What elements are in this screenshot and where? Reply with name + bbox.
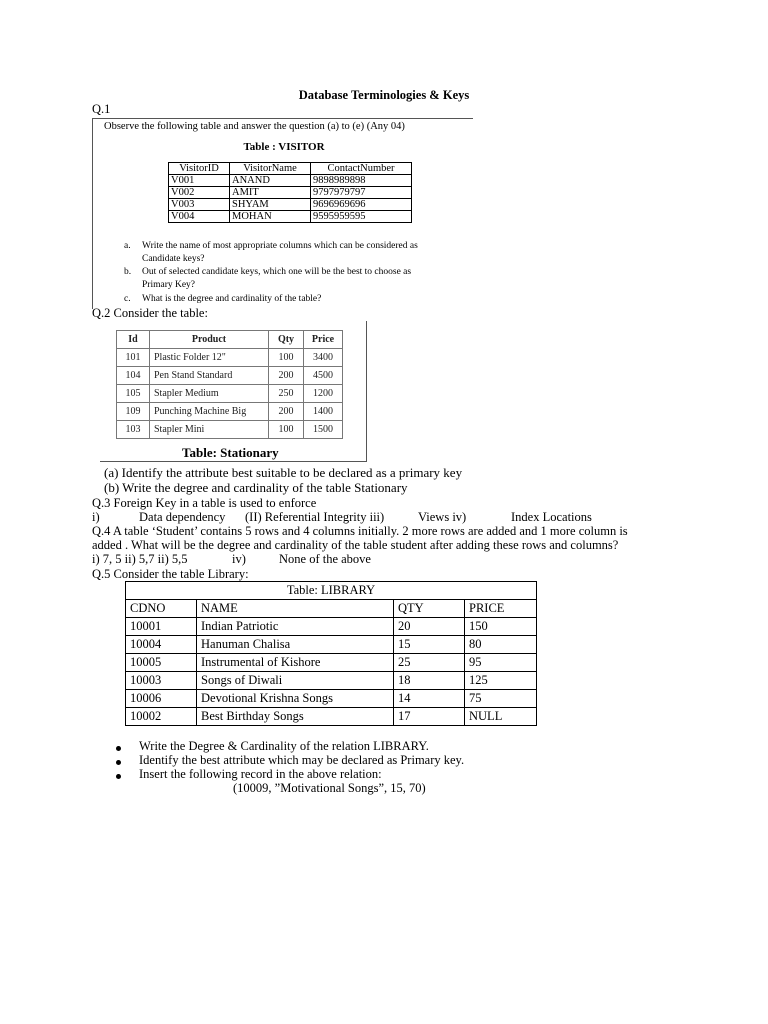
table-cell: Devotional Krishna Songs xyxy=(197,690,394,708)
table-cell: 18 xyxy=(394,672,465,690)
q1-item-marker: c. xyxy=(124,294,131,304)
table-cell: V004 xyxy=(169,211,230,223)
bullet-icon xyxy=(116,760,121,765)
bullet-item xyxy=(116,740,121,754)
table-cell: 200 xyxy=(269,403,304,421)
column-header: Qty xyxy=(269,331,304,349)
table-row xyxy=(169,175,412,187)
table-cell: Best Birthday Songs xyxy=(197,708,394,726)
table-cell: Plastic Folder 12" xyxy=(150,349,269,367)
table-cell: MOHAN xyxy=(230,211,311,223)
table-cell: 4500 xyxy=(304,367,343,385)
table-row xyxy=(126,672,537,690)
table-cell: 150 xyxy=(465,618,537,636)
bullet-text: Insert the following record in the above relation: xyxy=(139,767,382,781)
stationary-table xyxy=(116,330,343,439)
table-cell: 1500 xyxy=(304,421,343,439)
q4-option: None of the above xyxy=(279,552,371,566)
q1-item-marker: a. xyxy=(124,241,131,251)
column-header: VisitorID xyxy=(169,163,230,175)
q4-option: i) 7, 5 ii) 5,7 ii) 5,5 xyxy=(92,552,188,566)
table-cell: ANAND xyxy=(230,175,311,187)
stationary-table-caption: Table: Stationary xyxy=(182,445,279,460)
table-cell: 25 xyxy=(394,654,465,672)
q2-question-a: (a) Identify the attribute best suitable to be declared as a primary key xyxy=(104,465,463,480)
table-cell: Indian Patriotic xyxy=(197,618,394,636)
table-row xyxy=(126,708,537,726)
table-cell: 1200 xyxy=(304,385,343,403)
table-cell: 17 xyxy=(394,708,465,726)
table-cell: Stapler Medium xyxy=(150,385,269,403)
column-header: NAME xyxy=(197,600,394,618)
table-row xyxy=(169,199,412,211)
table-cell: 15 xyxy=(394,636,465,654)
q1-item-text: Candidate keys? xyxy=(142,254,205,264)
column-header: PRICE xyxy=(465,600,537,618)
table-cell: V003 xyxy=(169,199,230,211)
table-row xyxy=(126,690,537,708)
table-cell: 100 xyxy=(269,349,304,367)
table-cell: 9696969696 xyxy=(311,199,412,211)
q1-item-text: Write the name of most appropriate columns which can be considered as xyxy=(142,241,418,251)
table-row xyxy=(117,367,343,385)
table-row xyxy=(117,403,343,421)
table-row xyxy=(117,349,343,367)
table-cell: 103 xyxy=(117,421,150,439)
table-cell: 10006 xyxy=(126,690,197,708)
table-cell: 250 xyxy=(269,385,304,403)
table-header-row xyxy=(169,163,412,175)
table-row xyxy=(169,187,412,199)
bullet-icon xyxy=(116,746,121,751)
q3-question: Q.3 Foreign Key in a table is used to enforce xyxy=(92,496,317,510)
table-cell: 9797979797 xyxy=(311,187,412,199)
table-cell: 100 xyxy=(269,421,304,439)
table-cell: 10005 xyxy=(126,654,197,672)
q3-option: Data dependency xyxy=(139,510,226,524)
table-caption-row xyxy=(126,582,537,600)
table-cell: 9595959595 xyxy=(311,211,412,223)
q3-option: Views iv) xyxy=(418,510,467,524)
q3-option: (II) Referential Integrity iii) xyxy=(245,510,385,524)
q1-item-marker: b. xyxy=(124,267,132,277)
table-cell: 105 xyxy=(117,385,150,403)
table-cell: Instrumental of Kishore xyxy=(197,654,394,672)
table-cell: 75 xyxy=(465,690,537,708)
visitor-table-caption: Table : VISITOR xyxy=(243,141,325,153)
q1-label: Q.1 xyxy=(92,102,111,116)
library-table-caption: Table: LIBRARY xyxy=(126,582,537,600)
table-cell: 9898989898 xyxy=(311,175,412,187)
table-cell: 10002 xyxy=(126,708,197,726)
bullet-icon xyxy=(116,774,121,779)
record-to-insert: (10009, ”Motivational Songs”, 15, 70) xyxy=(233,781,426,795)
table-cell: Punching Machine Big xyxy=(150,403,269,421)
column-header: VisitorName xyxy=(230,163,311,175)
q2-question-b: (b) Write the degree and cardinality of the table Stationary xyxy=(104,480,408,495)
table-cell: 104 xyxy=(117,367,150,385)
table-cell: SHYAM xyxy=(230,199,311,211)
q3-option: Index Locations xyxy=(511,510,592,524)
column-header: Price xyxy=(304,331,343,349)
q4-question-line: added . What will be the degree and cardinality of the table student after adding these rows and columns? xyxy=(92,538,619,552)
q3-option: i) xyxy=(92,510,100,524)
column-header: Id xyxy=(117,331,150,349)
column-header: ContactNumber xyxy=(311,163,412,175)
table-cell: 125 xyxy=(465,672,537,690)
table-cell: 109 xyxy=(117,403,150,421)
bullet-item xyxy=(116,768,121,782)
table-row xyxy=(126,654,537,672)
table-row xyxy=(126,618,537,636)
q5-label: Q.5 Consider the table Library: xyxy=(92,567,249,581)
table-row xyxy=(117,421,343,439)
q1-item-text: Primary Key? xyxy=(142,280,196,290)
table-header-row xyxy=(126,600,537,618)
bullet-text: Identify the best attribute which may be declared as Primary key. xyxy=(139,753,465,767)
column-header: QTY xyxy=(394,600,465,618)
table-row xyxy=(169,211,412,223)
page-title: Database Terminologies & Keys xyxy=(298,88,470,102)
table-cell: Stapler Mini xyxy=(150,421,269,439)
table-row xyxy=(126,636,537,654)
table-cell: NULL xyxy=(465,708,537,726)
table-cell: 3400 xyxy=(304,349,343,367)
table-cell: Songs of Diwali xyxy=(197,672,394,690)
table-cell: 10004 xyxy=(126,636,197,654)
table-cell: 80 xyxy=(465,636,537,654)
bullet-text: Write the Degree & Cardinality of the relation LIBRARY. xyxy=(139,739,429,753)
table-cell: 14 xyxy=(394,690,465,708)
q4-option: iv) xyxy=(232,552,246,566)
table-cell: 1400 xyxy=(304,403,343,421)
bullet-item xyxy=(116,754,121,768)
table-cell: V002 xyxy=(169,187,230,199)
q1-instruction: Observe the following table and answer the question (a) to (e) (Any 04) xyxy=(104,121,405,132)
table-row xyxy=(117,385,343,403)
table-cell: Hanuman Chalisa xyxy=(197,636,394,654)
library-table xyxy=(125,581,537,726)
q4-question-line: Q.4 A table ‘Student’ contains 5 rows and 4 columns initially. 2 more rows are added and 1 more column is xyxy=(92,524,628,538)
table-cell: 10001 xyxy=(126,618,197,636)
table-cell: 95 xyxy=(465,654,537,672)
table-cell: 101 xyxy=(117,349,150,367)
table-header-row xyxy=(117,331,343,349)
visitor-table xyxy=(168,162,412,223)
table-cell: 10003 xyxy=(126,672,197,690)
table-cell: 20 xyxy=(394,618,465,636)
column-header: Product xyxy=(150,331,269,349)
q1-item-text: What is the degree and cardinality of the table? xyxy=(142,294,322,304)
table-cell: AMIT xyxy=(230,187,311,199)
q1-item-text: Out of selected candidate keys, which one will be the best to choose as xyxy=(142,267,412,277)
table-cell: 200 xyxy=(269,367,304,385)
table-cell: V001 xyxy=(169,175,230,187)
table-cell: Pen Stand Standard xyxy=(150,367,269,385)
column-header: CDNO xyxy=(126,600,197,618)
q2-label: Q.2 Consider the table: xyxy=(92,306,208,320)
